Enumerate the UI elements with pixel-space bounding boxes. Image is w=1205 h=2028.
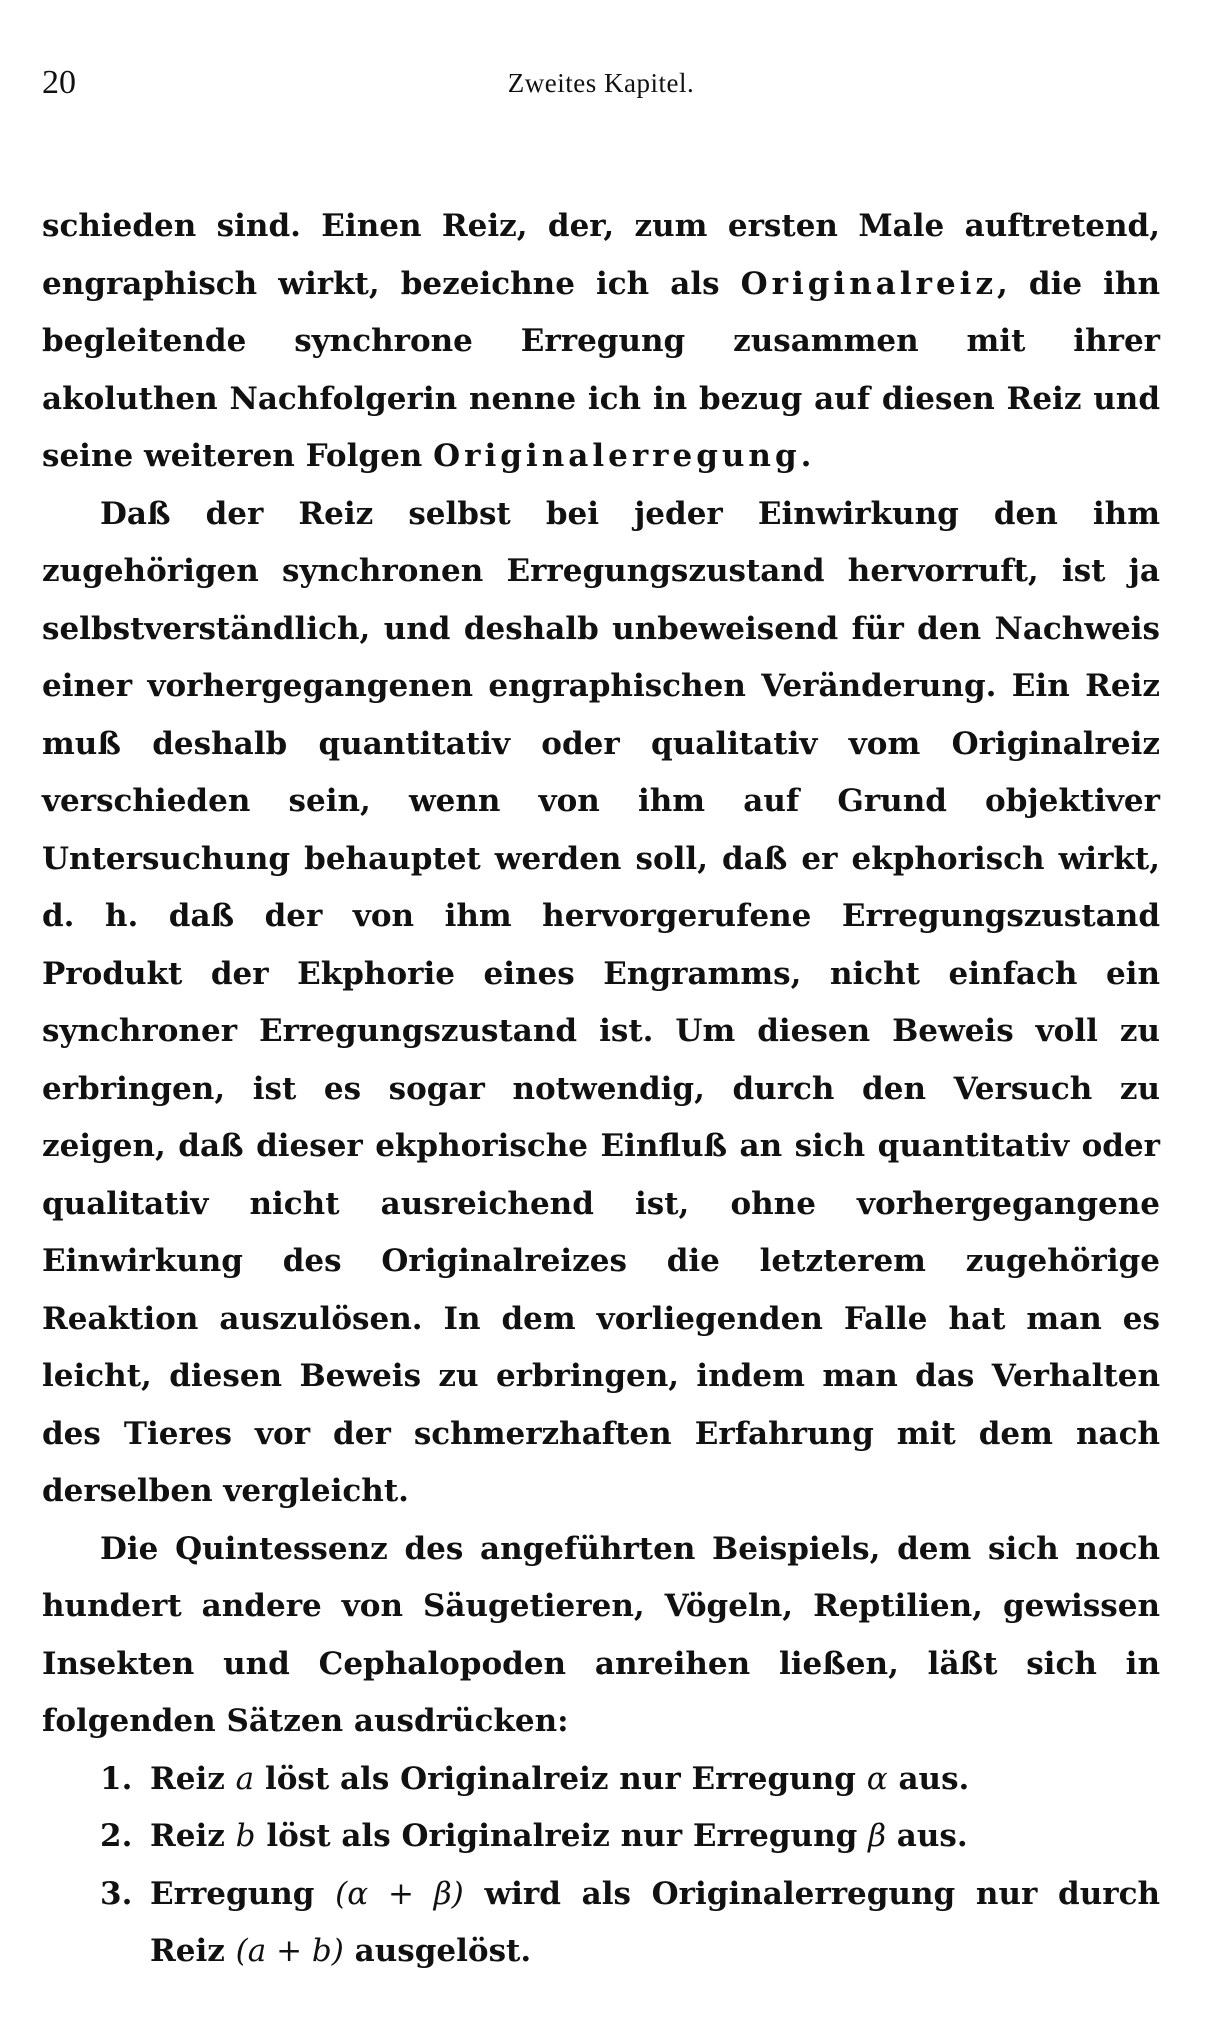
book-page: [42, 50, 1160, 1981]
list-text-pre: Reiz: [150, 1760, 236, 1797]
paragraph-3: Die Quintessenz des angeführten Beispiels, dem sich noch hundert andere von Säugetieren, Vögeln, Reptilien, gewissen Insekten und Cephalopoden anreihen ließen, läßt sich in folgenden Sätzen ausdrücken:: [42, 1530, 1160, 1739]
list-item: [100, 1866, 1160, 1981]
list-text: [150, 1751, 1160, 1809]
list-text-pre: Reiz: [150, 1818, 236, 1854]
list-number: 3.: [100, 1875, 133, 1912]
list-text-mid: wird als Originalerregung nur durch Reiz: [150, 1875, 1160, 1969]
chapter-title: Zweites Kapitel.: [507, 68, 695, 98]
math-symbol: b: [235, 1818, 256, 1854]
list-number: 2.: [100, 1818, 133, 1854]
list-text-mid: löst als Originalreiz nur Erregung: [255, 1818, 869, 1854]
list-number: 1.: [100, 1760, 133, 1797]
list-text-mid: löst als Originalreiz nur Erregung: [254, 1760, 867, 1797]
paragraph-1-text-c: .: [800, 438, 812, 474]
list-text-post: ausgelöst.: [343, 1933, 532, 1969]
term-originalerregung: Originalerregung: [433, 438, 801, 474]
paragraph-1: [42, 198, 1160, 486]
list-text: [150, 1866, 1160, 1981]
paragraph-1-text-b: , die ihn begleitende synchrone Erregung zusammen mit ihrer akoluthen Nachfolgerin nenne ich in bezug auf diesen Reiz und seine weiteren Folgen: [42, 265, 1161, 474]
paragraph-2: Daß der Reiz selbst bei jeder Einwirkung den ihm zugehörigen synchronen Erregungszustand hervorruft, ist ja selbstverständlich, und deshalb unbeweisend für den Nachweis einer vorhergegangenen engraphischen Veränderung. Ein Reiz muß deshalb quantitativ oder qualitativ vom Originalreiz verschieden sein, wenn von ihm auf Grund objektiver Untersuchung behauptet werden soll, daß er ekphorisch wirkt, d. h. daß der von ihm hervorgerufene Erregungszustand Produkt der Ekphorie eines Engramms, nicht einfach ein synchroner Erregungszustand ist. Um diesen Beweis voll zu erbringen, ist es sogar notwendig, durch den Versuch zu zeigen, daß dieser ekphorische Einfluß an sich quantitativ oder qualitativ nicht ausreichend ist, ohne vorhergegangene Einwirkung des Originalreizes die letzterem zugehörige Reaktion auszulösen. In dem vorliegenden Falle hat man es leicht, diesen Beweis zu erbringen, indem man das Verhalten des Tieres vor der schmerzhaften Erfahrung mit dem nach derselben vergleicht.: [42, 495, 1160, 1509]
list-text-post: aus.: [887, 1760, 970, 1797]
list-item: [100, 1751, 1160, 1809]
math-symbol: (a + b): [235, 1933, 344, 1969]
paragraph-1-text-a: schieden sind. Einen Reiz, der, zum ersten Male auftretend, engraphisch wirkt, bezeichne ich als: [42, 208, 1160, 302]
math-symbol: α: [866, 1760, 888, 1797]
numbered-list: [42, 1751, 1160, 1981]
list-text-post: aus.: [886, 1818, 968, 1854]
list-text: [150, 1808, 1160, 1866]
list-item: [100, 1808, 1160, 1866]
math-symbol: (α + β): [335, 1875, 464, 1912]
math-symbol: β: [868, 1818, 887, 1854]
running-head: [42, 50, 1160, 120]
term-originalreiz: Originalreiz: [740, 265, 998, 302]
body-text: [42, 198, 1160, 1751]
list-text-pre: Erregung: [150, 1875, 336, 1912]
page-number: 20: [42, 64, 76, 101]
math-symbol: a: [235, 1760, 255, 1797]
